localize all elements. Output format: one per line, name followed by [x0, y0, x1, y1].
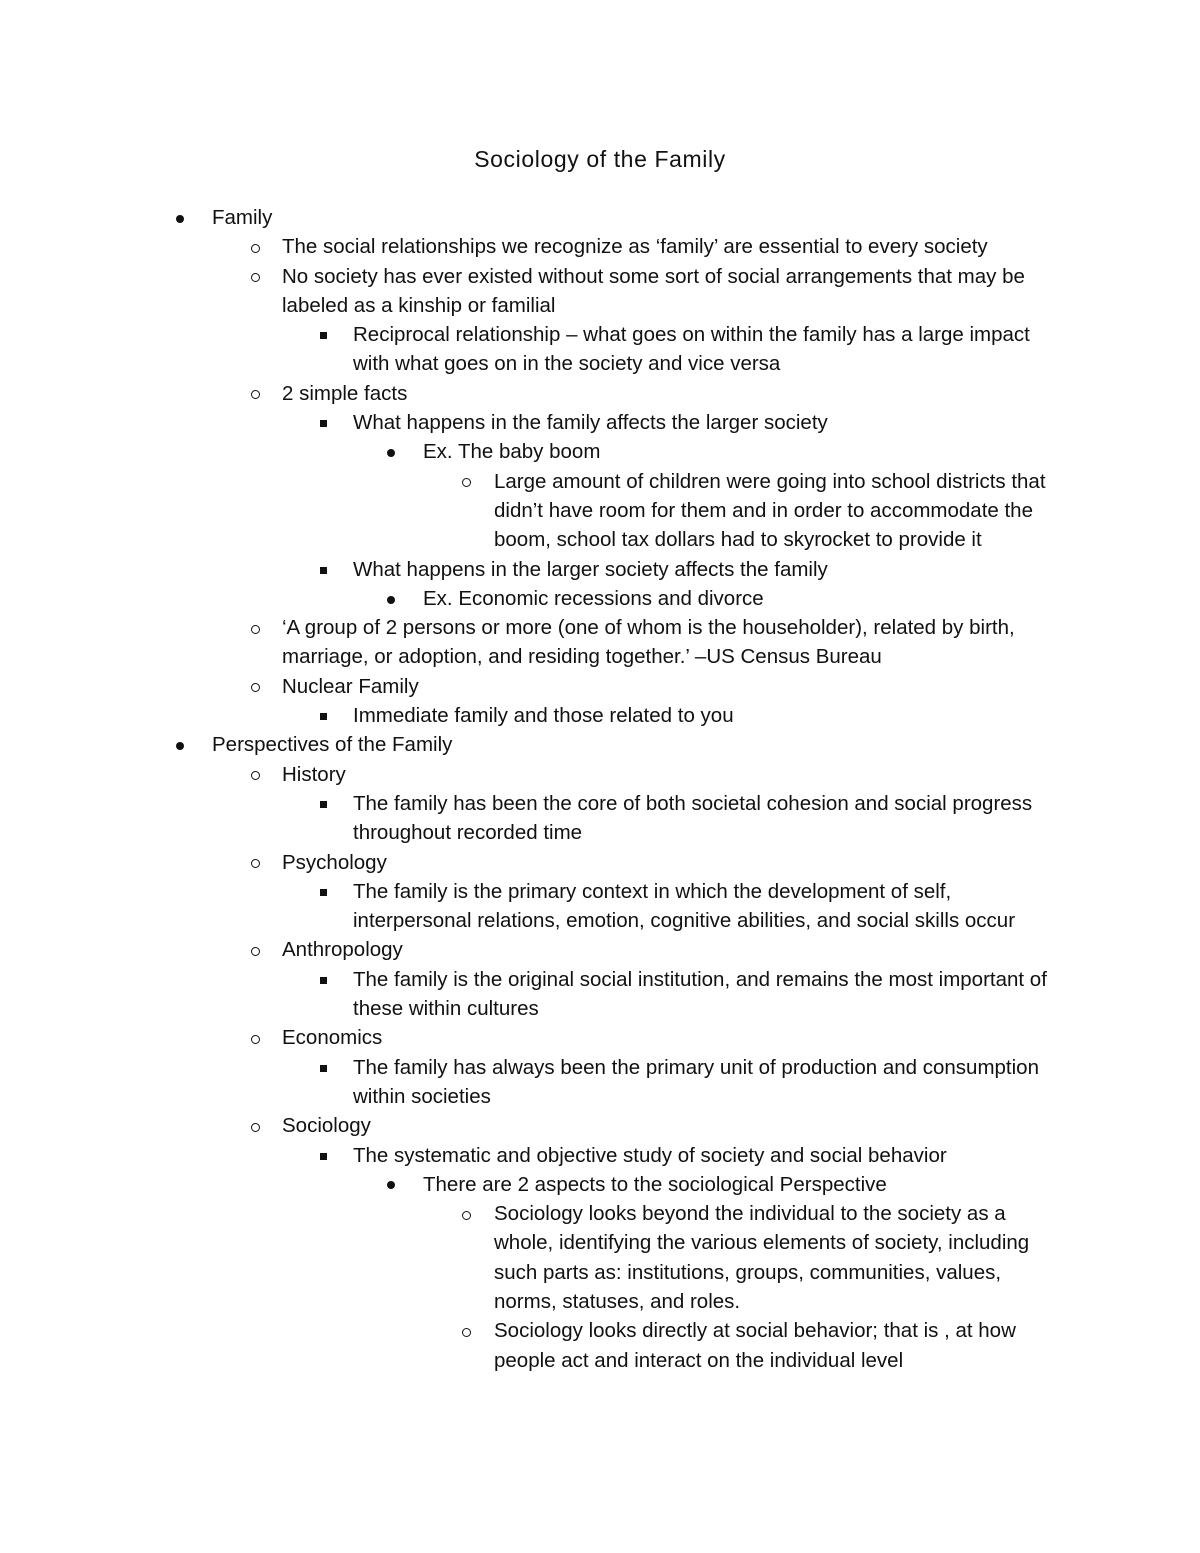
disc-bullet-icon — [381, 1170, 401, 1199]
circle-bullet-icon — [245, 232, 265, 261]
outline-item-level-3 — [0, 701, 1058, 730]
square-bullet-icon — [313, 965, 333, 994]
outline-item-level-5 — [0, 1316, 1054, 1375]
circle-bullet-icon — [245, 379, 265, 408]
outline-item-text: The family has always been the primary unit of production and consumption within societies — [353, 1055, 1039, 1108]
outline-item-text: 2 simple facts — [282, 381, 408, 405]
outline-item-text: Nuclear Family — [282, 674, 419, 698]
disc-bullet-icon — [170, 730, 190, 759]
disc-bullet-icon — [170, 203, 190, 232]
outline-item-level-3 — [0, 877, 1058, 936]
disc-bullet-icon — [381, 437, 401, 466]
circle-bullet-icon — [245, 848, 265, 877]
circle-bullet-icon — [245, 1111, 265, 1140]
outline-item-text: Large amount of children were going into school districts that didn’t have room for them and in order to accommodate the boom, school tax dollars had to skyrocket to provide it — [494, 469, 1046, 552]
document-title: Sociology of the Family — [474, 146, 726, 172]
outline-item-text: There are 2 aspects to the sociological Perspective — [423, 1172, 887, 1196]
circle-bullet-icon — [245, 672, 265, 701]
outline-item-text: Ex. Economic recessions and divorce — [423, 586, 764, 610]
outline-item-text: Sociology looks directly at social behavior; that is , at how people act and interact on the individual level — [494, 1319, 1016, 1372]
outline-item-level-2 — [0, 379, 1057, 408]
outline-item-text: Reciprocal relationship – what goes on within the family has a large impact with what goes on in the society and vice versa — [353, 323, 1030, 376]
circle-bullet-icon — [245, 262, 265, 291]
outline-item-text: Perspectives of the Family — [212, 733, 453, 757]
square-bullet-icon — [313, 555, 333, 584]
square-bullet-icon — [313, 789, 333, 818]
outline-item-text: What happens in the family affects the larger society — [353, 411, 828, 435]
outline-item-level-5 — [0, 1199, 1054, 1316]
outline-item-text: Sociology looks beyond the individual to the society as a whole, identifying the various elements of society, including such parts as: institutions, groups, communities, values, norms, statuses, and roles. — [494, 1202, 1030, 1313]
outline-item-text: What happens in the larger society affects the family — [353, 557, 828, 581]
outline-item-level-2 — [0, 760, 1057, 789]
circle-bullet-icon — [456, 1316, 476, 1345]
square-bullet-icon — [313, 320, 333, 349]
outline-item-level-3 — [0, 320, 1058, 379]
outline-item-level-2 — [0, 672, 1057, 701]
circle-bullet-icon — [456, 467, 476, 496]
outline-item-text: The social relationships we recognize as ‘family’ are essential to every society — [282, 235, 988, 259]
outline-item-level-4 — [0, 584, 1063, 613]
outline-item-level-2 — [0, 232, 1057, 261]
square-bullet-icon — [313, 1141, 333, 1170]
outline-item-level-2 — [0, 848, 1057, 877]
outline-item-text: ‘A group of 2 persons or more (one of whom is the householder), related by birth, marriage, or adoption, and residing together.’ –US Census Bureau — [282, 616, 1015, 669]
outline-item-level-2 — [0, 935, 1057, 964]
outline-item-level-4 — [0, 437, 1063, 466]
outline-item-level-2 — [0, 262, 1057, 321]
outline-item-level-3 — [0, 1053, 1058, 1112]
outline-item-text: Family — [212, 206, 273, 229]
outline-item-level-2 — [0, 1023, 1057, 1052]
outline-item-level-5 — [0, 467, 1054, 555]
outline-item-level-3 — [0, 965, 1058, 1024]
square-bullet-icon — [313, 701, 333, 730]
outline-item-text: History — [282, 762, 346, 786]
outline-item-text: Immediate family and those related to you — [353, 704, 734, 728]
square-bullet-icon — [313, 1053, 333, 1082]
circle-bullet-icon — [245, 1023, 265, 1052]
outline-item-text: Sociology — [282, 1114, 371, 1138]
circle-bullet-icon — [245, 760, 265, 789]
circle-bullet-icon — [245, 935, 265, 964]
outline-item-text: Ex. The baby boom — [423, 440, 601, 464]
square-bullet-icon — [313, 877, 333, 906]
outline-item-text: Economics — [282, 1026, 383, 1050]
disc-bullet-icon — [381, 584, 401, 613]
circle-bullet-icon — [456, 1199, 476, 1228]
outline-item-text: The family is the primary context in which the development of self, interpersonal relations, emotion, cognitive abilities, and social skills occur — [353, 879, 1016, 933]
outline-item-level-3 — [0, 1141, 1058, 1170]
outline-item-level-3 — [0, 555, 1058, 584]
outline-item-text: The family is the original social institution, and remains the most important of these within cultures — [353, 967, 1047, 1021]
square-bullet-icon — [313, 408, 333, 437]
outline-item-level-3 — [0, 789, 1058, 848]
outline-item-level-2 — [0, 613, 1057, 672]
outline-item-text: The family has been the core of both societal cohesion and social progress throughout recorded time — [353, 791, 1033, 845]
outline-item-level-2 — [0, 1111, 1057, 1140]
outline-item-level-3 — [0, 408, 1058, 437]
outline-item-level-4 — [0, 1170, 1063, 1199]
outline-list — [0, 203, 1200, 1375]
outline-item-level-1 — [0, 203, 1052, 232]
outline-item-text: Psychology — [282, 850, 387, 874]
circle-bullet-icon — [245, 613, 265, 642]
outline-item-level-1 — [0, 730, 1052, 759]
outline-item-text: The systematic and objective study of society and social behavior — [353, 1143, 947, 1167]
outline-item-text: No society has ever existed without some sort of social arrangements that may be labeled as a kinship or familial — [282, 264, 1025, 317]
outline-item-text: Anthropology — [282, 938, 403, 962]
